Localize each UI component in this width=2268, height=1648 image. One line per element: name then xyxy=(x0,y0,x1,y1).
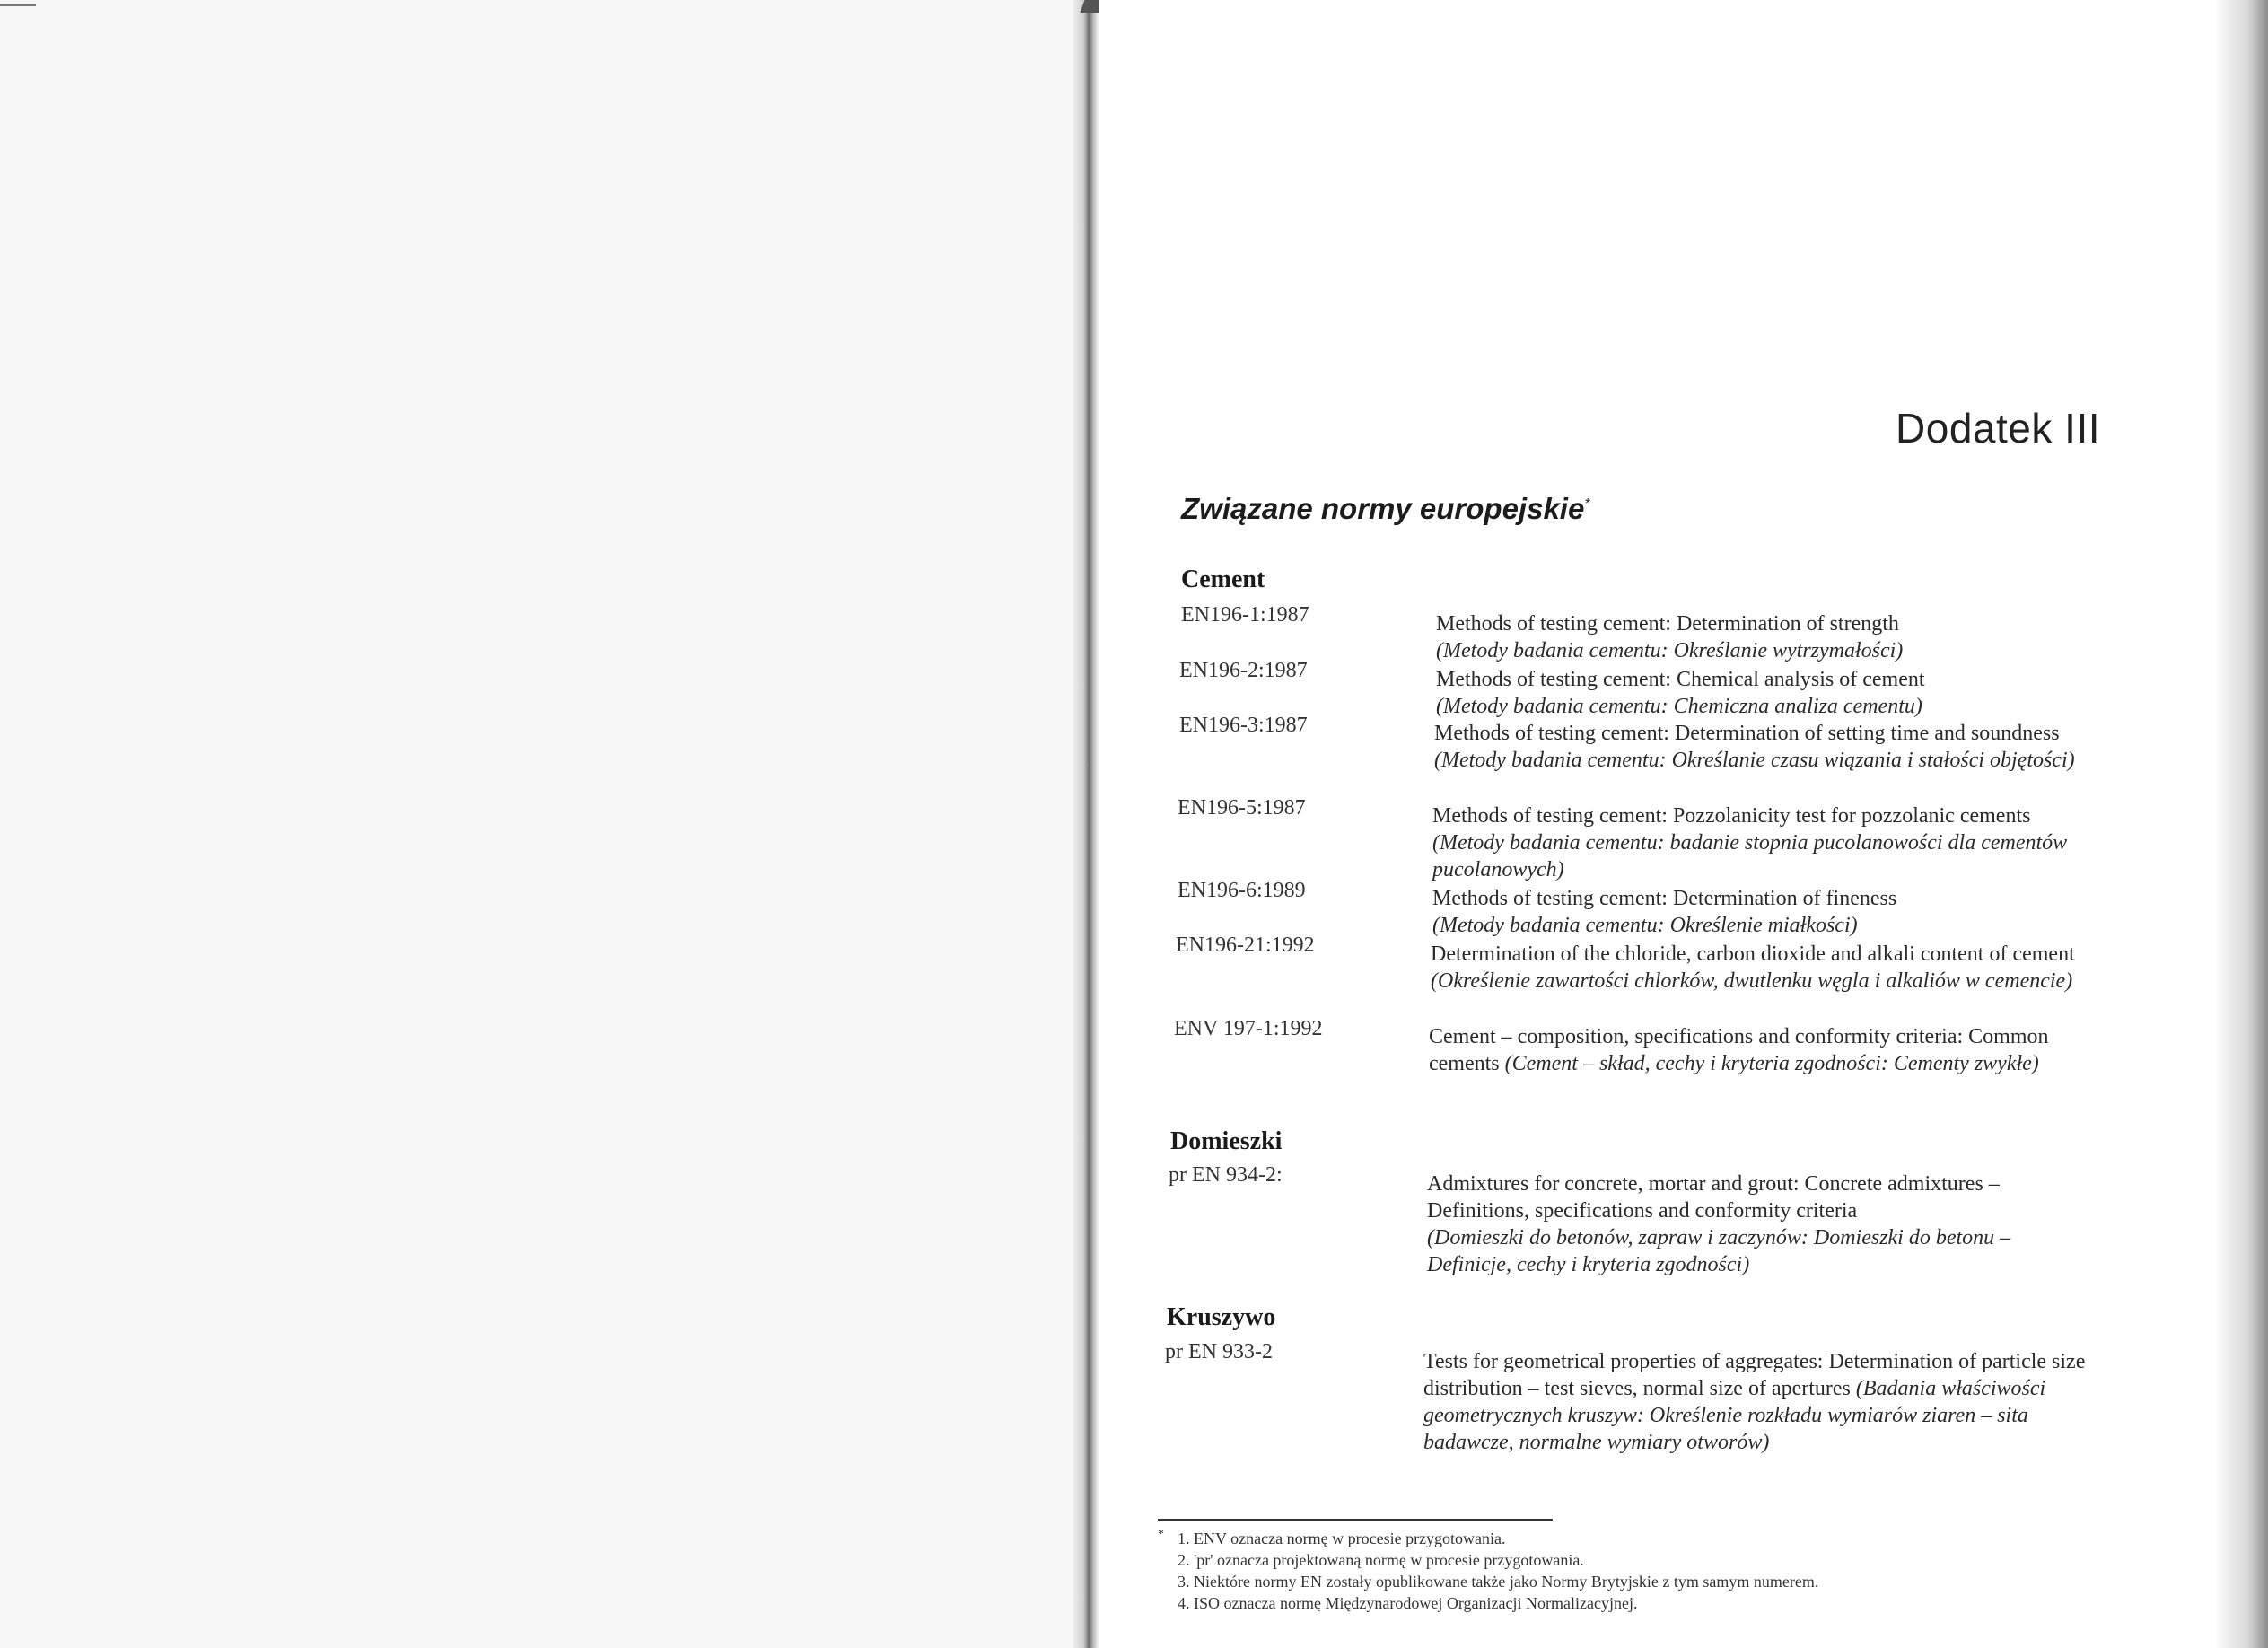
footnote-line: 2. 'pr' oznacza projektowaną normę w procesie przygotowania. xyxy=(1178,1551,1584,1569)
section-title-footnote-mark: * xyxy=(1584,496,1590,512)
standard-description xyxy=(1432,802,2097,883)
footnote-line: 1. ENV oznacza normę w procesie przygotowania. xyxy=(1178,1530,1506,1547)
standard-code: pr EN 933-2 xyxy=(1165,1340,1273,1363)
standard-title-en: Admixtures for concrete, mortar and grout: Concrete admixtures – Definitions, specifications and conformity criteria xyxy=(1427,1172,2000,1223)
standard-description xyxy=(1423,1348,2088,1456)
scan-speck: , xyxy=(1088,750,1092,768)
standard-code: pr EN 934-2: xyxy=(1169,1163,1283,1187)
footnote-mark: * xyxy=(1158,1528,1164,1541)
standard-description xyxy=(1436,666,2100,720)
standard-title-en: Cement – composition, specifications and conformity criteria: Common cements xyxy=(1429,1025,2049,1075)
standard-description xyxy=(1427,1170,2091,1278)
standard-title-en: Determination of the chloride, carbon dioxide and alkali content of cement xyxy=(1431,942,2075,966)
standard-title-en: Methods of testing cement: Determination of strength xyxy=(1436,612,1899,636)
section-title xyxy=(1181,492,1590,526)
standard-description xyxy=(1429,1023,2093,1077)
scan-corner-mark xyxy=(0,4,36,6)
standard-code: EN196-1:1987 xyxy=(1181,603,1309,627)
appendix-title: Dodatek III xyxy=(1896,405,2100,451)
standard-title-en: Methods of testing cement: Chemical analysis of cement xyxy=(1436,668,1925,691)
standard-title-pl: (Cement – skład, cechy i kryteria zgodności: Cementy zwykłe) xyxy=(1504,1052,2039,1075)
standard-code: ENV 197-1:1992 xyxy=(1174,1017,1323,1040)
footnote-divider xyxy=(1158,1519,1553,1521)
right-page-edge xyxy=(2217,0,2268,1648)
footnote-line: 4. ISO oznacza normę Międzynarodowej Organizacji Normalizacyjnej. xyxy=(1178,1594,1638,1612)
standard-description xyxy=(1436,610,2100,664)
standard-title-pl: (Określenie zawartości chlorków, dwutlenku węgla i alkaliów w cemencie) xyxy=(1431,969,2073,993)
standard-title-en: Methods of testing cement: Pozzolanicity test for pozzolanic cements xyxy=(1432,804,2031,828)
standard-code: EN196-2:1987 xyxy=(1179,659,1308,682)
standard-title-pl: (Metody badania cementu: Określenie miałkości) xyxy=(1432,914,1858,937)
group-heading-domieszki: Domieszki xyxy=(1170,1127,1283,1155)
left-blank-page xyxy=(0,0,1086,1648)
standard-description xyxy=(1432,885,2097,939)
group-heading-cement: Cement xyxy=(1181,565,1265,593)
group-heading-kruszywo: Kruszywo xyxy=(1167,1303,1276,1331)
standard-code: EN196-6:1989 xyxy=(1178,879,1306,902)
standard-title-pl: (Metody badania cementu: badanie stopnia pucolanowości dla cementów pucolanowych) xyxy=(1432,831,2068,881)
footnote-line: 3. Niektóre normy EN zostały opublikowane także jako Normy Brytyjskie z tym samym numerem. xyxy=(1178,1573,1819,1591)
standard-description xyxy=(1434,720,2098,774)
standard-description xyxy=(1431,941,2095,995)
standard-code: EN196-3:1987 xyxy=(1179,714,1308,737)
standard-code: EN196-5:1987 xyxy=(1178,796,1306,820)
standard-title-en: Methods of testing cement: Determination of fineness xyxy=(1432,887,1897,910)
standard-title-pl: (Metody badania cementu: Określanie wytrzymałości) xyxy=(1436,639,1904,662)
standard-title-pl: (Domieszki do betonów, zapraw i zaczynów: Domieszki do betonu – Definicje, cechy i kryteria zgodności) xyxy=(1427,1226,2011,1276)
section-title-text: Związane normy europejskie xyxy=(1181,492,1585,525)
standard-title-en: Tests for geometrical properties of aggregates: Determination of particle size distribution – test sieves, normal size of apertures xyxy=(1423,1350,2086,1400)
standard-title-pl: (Metody badania cementu: Określanie czasu wiązania i stałości objętości) xyxy=(1434,749,2075,772)
standard-code: EN196-21:1992 xyxy=(1176,934,1315,957)
standard-title-en: Methods of testing cement: Determination of setting time and soundness xyxy=(1434,722,2060,745)
footnotes xyxy=(1158,1528,1818,1614)
book-gutter xyxy=(1073,0,1099,1648)
standard-title-pl: (Metody badania cementu: Chemiczna analiza cementu) xyxy=(1436,695,1922,718)
standard-title-pl: (Badania właściwości geometrycznych kruszyw: Określenie rozkładu wymiarów ziaren – sita badawcze, normalne wymiary otworów) xyxy=(1423,1377,2046,1454)
